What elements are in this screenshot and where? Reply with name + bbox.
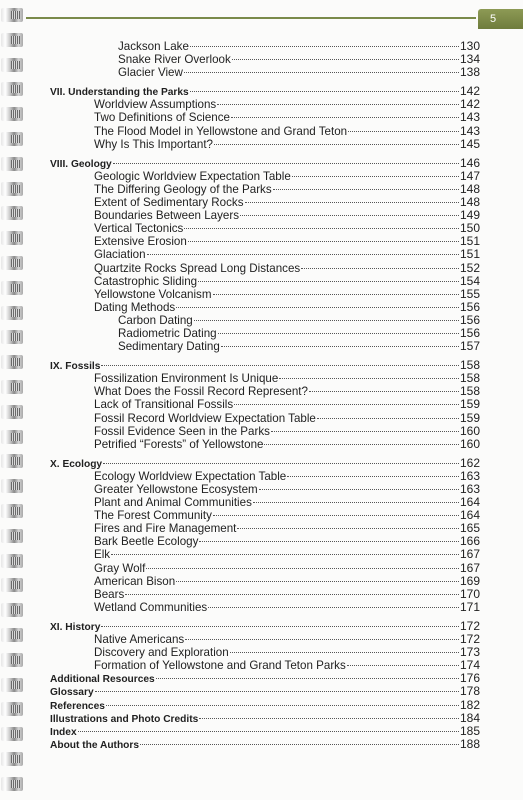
dot-leader [113,162,459,164]
dot-leader [185,638,459,640]
toc-entry-page: 134 [459,52,480,67]
dot-leader [317,417,459,419]
toc-entry [50,509,480,522]
toc-entry-title: Glossary [50,687,94,699]
dot-leader [230,651,459,653]
toc-entry-title: What Does the Fossil Record Represent? [94,385,308,399]
toc-entry-page: 145 [459,136,480,151]
spiral-coil [1,430,23,444]
toc-entry-page: 156 [459,299,480,314]
toc-entry-page: 164 [459,508,480,523]
toc-entry-page: 156 [459,325,480,340]
spiral-coil [1,752,23,766]
toc-entry-page: 148 [459,181,480,196]
toc-entry [50,288,480,301]
spiral-coil [1,306,23,320]
dot-leader [231,116,459,118]
spiral-coil [1,554,23,568]
toc-entry-page: 164 [459,495,480,510]
toc-entry-title: Lack of Transitional Fossils [94,398,234,412]
spiral-coil [1,628,23,642]
spiral-coil [1,182,23,196]
dot-leader [271,430,459,432]
dot-leader [213,514,459,516]
toc-entry-title: Gray Wolf [94,561,146,575]
toc-entry-page: 170 [459,586,480,601]
toc-entry-page: 147 [459,168,480,183]
spiral-coil [1,33,23,47]
toc-entry-title: Fires and Fire Management [94,522,237,536]
toc-entry-title: Formation of Yellowstone and Grand Teton Parks [94,659,346,673]
spiral-coil [1,702,23,716]
toc-entry-page: 154 [459,273,480,288]
toc-entry-title: Petrified “Forests” of Yellowstone [94,437,264,451]
toc-entry-title: Plant and Animal Communities [94,496,252,510]
dot-leader [273,188,459,190]
toc-entry [50,588,480,601]
dot-leader [194,319,459,321]
toc-entry-title: IX. Fossils [50,361,101,373]
toc-entry-title: Radiometric Dating [118,326,217,340]
spiral-binding [0,0,26,800]
toc-entry-title: Geologic Worldview Expectation Table [94,169,291,183]
dot-leader [292,175,459,177]
toc-entry [50,111,480,124]
dot-leader [348,130,459,132]
dot-leader [101,625,459,627]
toc-entry-page: 142 [459,84,480,99]
toc-entry-page: 160 [459,423,480,438]
toc-section-entry [50,725,480,738]
toc-entry-page: 142 [459,97,480,112]
spiral-coil [1,653,23,667]
toc-entry-title: American Bison [94,574,176,588]
page-number: 5 [490,13,497,25]
toc-entry-page: 159 [459,410,480,425]
dot-leader [240,214,459,216]
toc-entry-page: 150 [459,221,480,236]
toc-entry-page: 158 [459,358,480,373]
dot-leader [232,58,459,60]
toc-section-entry [50,685,480,698]
toc-entry [50,248,480,261]
toc-entry-page: 173 [459,645,480,660]
toc-section-entry [50,712,480,725]
toc-entry-title: Bark Beetle Ecology [94,535,199,549]
toc-section-entry [50,738,480,751]
toc-entry-page: 163 [459,468,480,483]
toc-entry-title: Sedimentary Dating [118,340,220,354]
spiral-coil [1,678,23,692]
dot-leader [106,704,459,706]
toc-entry-title: Additional Resources [50,674,155,686]
toc-entry-page: 162 [459,455,480,470]
dot-leader [213,293,459,295]
toc-entry [50,412,480,425]
toc-entry [50,548,480,561]
dot-leader [176,580,459,582]
dot-leader [287,475,459,477]
dot-leader [237,527,459,529]
toc-entry-page: 188 [459,736,480,751]
toc-entry [50,646,480,659]
spiral-coil [1,355,23,369]
dot-leader [199,540,459,542]
toc-entry [50,183,480,196]
toc-entry [50,98,480,111]
toc-entry [50,314,480,327]
toc-entry-title: Quartzite Rocks Spread Long Distances [94,261,301,275]
toc-entry-title: The Differing Geology of the Parks [94,182,272,196]
toc-entry-title: References [50,700,105,712]
dot-leader [188,240,459,242]
dot-leader [214,143,459,145]
toc-entry-page: 158 [459,384,480,399]
dot-leader [140,743,459,745]
toc-entry [50,66,480,79]
dot-leader [279,377,459,379]
toc-entry-page: 172 [459,618,480,633]
toc-entry [50,535,480,548]
header-rule [26,17,476,19]
dot-leader [199,717,459,719]
toc-entry-page: 178 [459,684,480,699]
toc-entry-page: 163 [459,482,480,496]
toc-entry-title: Illustrations and Photo Credits [50,713,199,725]
toc-entry-page: 138 [459,65,480,80]
toc-entry-page: 167 [459,547,480,562]
spiral-coil [1,132,23,146]
dot-leader [146,567,459,569]
toc-entry [50,659,480,672]
spiral-coil [1,479,23,493]
toc-entry-page: 143 [459,123,480,138]
dot-leader [221,345,459,347]
toc-entry-page: 160 [459,436,480,451]
dot-leader [156,677,459,679]
toc-entry-title: Glacier View [118,66,183,80]
page-number-tab [478,9,523,29]
toc-entry-page: 159 [459,397,480,412]
dot-leader [234,403,459,405]
dot-leader [190,45,459,47]
toc-entry-page: 151 [459,247,480,262]
spiral-coil [1,380,23,394]
toc-entry-page: 185 [459,723,480,738]
dot-leader [259,488,459,490]
toc-entry [50,522,480,535]
spiral-coil [1,82,23,96]
toc-entry-page: 146 [459,155,480,170]
toc-section-entry [50,620,480,633]
toc-entry-page: 172 [459,632,480,647]
dot-leader [301,267,459,269]
toc-entry-page: 182 [459,697,480,712]
toc-entry-title: Extent of Sedimentary Rocks [94,196,244,210]
dot-leader [309,390,459,392]
spiral-coil [1,231,23,245]
toc-section-entry [50,85,480,98]
toc-entry-page: 158 [459,371,480,386]
toc-entry [50,562,480,575]
dot-leader [184,227,459,229]
toc-entry-title: Jackson Lake [118,40,189,53]
toc-entry-title: Extensive Erosion [94,235,187,249]
dot-leader [95,690,459,692]
toc-entry-title: Bears [94,587,125,601]
toc-entry-page: 167 [459,560,480,575]
toc-section-entry [50,457,480,470]
toc-section-entry [50,699,480,712]
toc-entry-title: Elk [94,548,111,562]
toc-entry [50,470,480,483]
toc-entry [50,438,480,451]
toc-entry-title: The Forest Community [94,509,212,523]
dot-leader [347,664,459,666]
dot-leader [101,364,459,366]
toc-entry-page: 157 [459,339,480,354]
dot-leader [125,593,459,595]
spiral-coil [1,777,23,791]
toc-section-entry [50,359,480,372]
toc-entry-title: Dating Methods [94,300,176,314]
toc-entry-page: 148 [459,195,480,210]
spiral-coil [1,58,23,72]
spiral-coil [1,157,23,171]
toc-entry-title: Discovery and Exploration [94,646,229,660]
toc-entry [50,496,480,509]
toc-entry-page: 174 [459,658,480,673]
spiral-coil [1,281,23,295]
toc-entry-title: Fossil Record Worldview Expectation Table [94,411,316,425]
toc-entry-page: 184 [459,710,480,725]
spiral-coil [1,8,23,22]
toc-entry-page: 171 [459,599,480,614]
toc-entry-title: Carbon Dating [118,313,193,327]
toc-entry-title: Why Is This Important? [94,137,213,151]
toc-entry-page: 155 [459,286,480,301]
toc-entry-title: Greater Yellowstone Ecosystem [94,483,258,496]
toc-entry-title: Ecology Worldview Expectation Table [94,469,287,483]
toc-entry [50,633,480,646]
dot-leader [245,201,459,203]
toc-entry-title: Fossil Evidence Seen in the Parks [94,424,270,438]
toc-entry [50,196,480,209]
toc-entry [50,398,480,411]
dot-leader [78,730,459,732]
spiral-coil [1,578,23,592]
toc-entry-title: VIII. Geology [50,158,112,170]
toc-section-entry [50,672,480,685]
toc-entry-title: Wetland Communities [94,600,208,614]
dot-leader [176,306,459,308]
toc-entry [50,235,480,248]
toc-entry-title: X. Ecology [50,458,103,470]
toc-entry [50,385,480,398]
toc-entry-title: VII. Understanding the Parks [50,87,189,99]
toc-entry-page: 166 [459,534,480,549]
spiral-coil [1,206,23,220]
spiral-coil [1,256,23,270]
toc-entry-page: 156 [459,312,480,327]
toc-entry [50,575,480,588]
toc-entry [50,483,480,496]
dot-leader [253,501,459,503]
toc-entry [50,262,480,275]
toc-entry [50,53,480,66]
dot-leader [198,280,459,282]
dot-leader [147,253,459,255]
toc-entry-title: Two Definitions of Science [94,111,230,125]
dot-leader [218,332,459,334]
dot-leader [111,553,459,555]
toc-entry-title: Native Americans [94,633,185,647]
toc-entry-title: Snake River Overlook [118,53,231,67]
toc-entry-title: Yellowstone Volcanism [94,287,212,301]
toc-entry-page: 165 [459,521,480,536]
toc-entry-title: The Flood Model in Yellowstone and Grand Teton [94,124,348,138]
dot-leader [217,103,459,105]
toc-entry [50,327,480,340]
toc-entry-title: XI. History [50,621,101,633]
spiral-coil [1,603,23,617]
toc-entry [50,601,480,614]
spiral-coil [1,727,23,741]
spiral-coil [1,529,23,543]
toc-entry-page: 149 [459,208,480,223]
toc-section-entry [50,157,480,170]
dot-leader [190,90,459,92]
dot-leader [264,443,458,445]
toc-entry-title: Glaciation [94,248,146,262]
toc-entry [50,425,480,438]
toc-entry-page: 143 [459,110,480,125]
toc-entry-page: 151 [459,234,480,249]
dot-leader [103,462,459,464]
toc-entry [50,170,480,183]
toc-entry [50,125,480,138]
dot-leader [208,606,459,608]
toc-entry-title: Worldview Assumptions [94,98,217,112]
toc-entry-page: 176 [459,671,480,686]
toc-entry [50,340,480,353]
toc-entry-page: 130 [459,39,480,53]
spiral-coil [1,330,23,344]
toc-entry [50,138,480,151]
spiral-coil [1,454,23,468]
toc-entry [50,222,480,235]
spiral-coil [1,504,23,518]
spiral-coil [1,405,23,419]
dot-leader [184,71,459,73]
table-of-contents [50,40,480,751]
toc-entry-title: Catastrophic Sliding [94,274,198,288]
toc-entry-title: About the Authors [50,739,140,751]
toc-entry [50,275,480,288]
toc-entry [50,301,480,314]
toc-entry-title: Vertical Tectonics [94,222,184,236]
spiral-coil [1,107,23,121]
toc-entry [50,209,480,222]
toc-entry-page: 169 [459,573,480,588]
toc-entry-title: Index [50,726,77,738]
toc-entry-title: Boundaries Between Layers [94,209,240,223]
toc-entry-title: Fossilization Environment Is Unique [94,372,279,386]
toc-entry [50,40,480,53]
toc-entry [50,372,480,385]
toc-entry-page: 152 [459,260,480,275]
